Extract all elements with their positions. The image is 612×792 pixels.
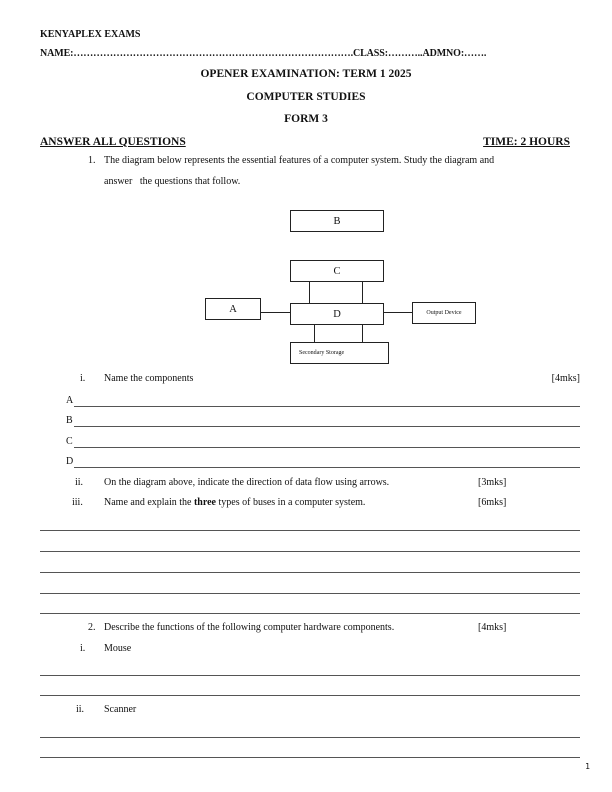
answer-label-c: C: [66, 436, 73, 447]
q2-part-ii-number: ii.: [76, 704, 85, 715]
q2-number: 2.: [88, 622, 96, 633]
q1-part-i-text: Name the components: [104, 373, 194, 384]
q2-part-i-number: i.: [80, 643, 86, 654]
form-title: FORM 3: [284, 113, 328, 125]
q1-part-iii-text: [104, 497, 365, 509]
box-a: A: [205, 298, 261, 320]
instructions: ANSWER ALL QUESTIONS: [40, 136, 186, 148]
text-after: types of buses in a computer system.: [216, 497, 366, 508]
answer-line[interactable]: [40, 675, 580, 676]
school-name: KENYAPLEX EXAMS: [40, 29, 141, 40]
box-c: C: [290, 260, 384, 282]
q1-part-i-marks: [4mks]: [551, 373, 580, 384]
q2-text: Describe the functions of the following computer hardware components.: [104, 622, 395, 633]
answer-line[interactable]: [40, 593, 580, 594]
answer-line[interactable]: [40, 695, 580, 696]
answer-line-c[interactable]: [74, 447, 580, 448]
q2-marks: [4mks]: [478, 622, 507, 633]
q1-number: 1.: [88, 155, 96, 166]
answer-line[interactable]: [40, 551, 580, 552]
page-number: 1: [585, 762, 590, 771]
q1-part-i-number: i.: [80, 373, 86, 384]
q1-part-ii-marks: [3mks]: [478, 477, 507, 488]
connector-d-storage-left: [314, 324, 315, 342]
connector-a-d: [260, 312, 290, 313]
q1-part-ii-number: ii.: [75, 477, 84, 488]
box-d: D: [290, 303, 384, 325]
answer-line-a[interactable]: [74, 406, 580, 407]
answer-line-d[interactable]: [74, 467, 580, 468]
answer-line[interactable]: [40, 530, 580, 531]
answer-line[interactable]: [40, 737, 580, 738]
q2-part-ii-text: Scanner: [104, 704, 137, 715]
text-before: Name and explain the: [104, 497, 194, 508]
q1-part-ii-text: On the diagram above, indicate the direction of data flow using arrows.: [104, 477, 390, 488]
q1-part-iii-number: iii.: [72, 497, 83, 508]
box-output-device: Output Device: [412, 302, 476, 324]
q1-part-iii-marks: [6mks]: [478, 497, 507, 508]
box-secondary-storage: Secondary Storage: [290, 342, 389, 364]
box-b: B: [290, 210, 384, 232]
subject-title: COMPUTER STUDIES: [246, 91, 366, 103]
answer-label-d: D: [66, 456, 74, 467]
answer-line[interactable]: [40, 757, 580, 758]
connector-d-output: [383, 312, 412, 313]
answer-line[interactable]: [40, 572, 580, 573]
connector-d-storage-right: [362, 324, 363, 342]
connector-c-d-left: [309, 281, 310, 303]
q2-part-i-text: Mouse: [104, 643, 132, 654]
bold-word: three: [193, 497, 216, 508]
answer-line-b[interactable]: [74, 426, 580, 427]
answer-label-b: B: [66, 415, 73, 426]
name-class-admno-line: NAME:………………………………………………………………………….CLASS:………..ADMNO:…….: [40, 48, 487, 59]
q1-text-line1: The diagram below represents the essential features of a computer system. Study the diagram and: [104, 155, 495, 166]
answer-line[interactable]: [40, 613, 580, 614]
time-allowed: TIME: 2 HOURS: [483, 136, 570, 148]
exam-title: OPENER EXAMINATION: TERM 1 2025: [200, 68, 412, 80]
connector-c-d-right: [362, 281, 363, 303]
q1-text-line2: answer the questions that follow.: [104, 176, 241, 187]
answer-label-a: A: [66, 395, 74, 406]
